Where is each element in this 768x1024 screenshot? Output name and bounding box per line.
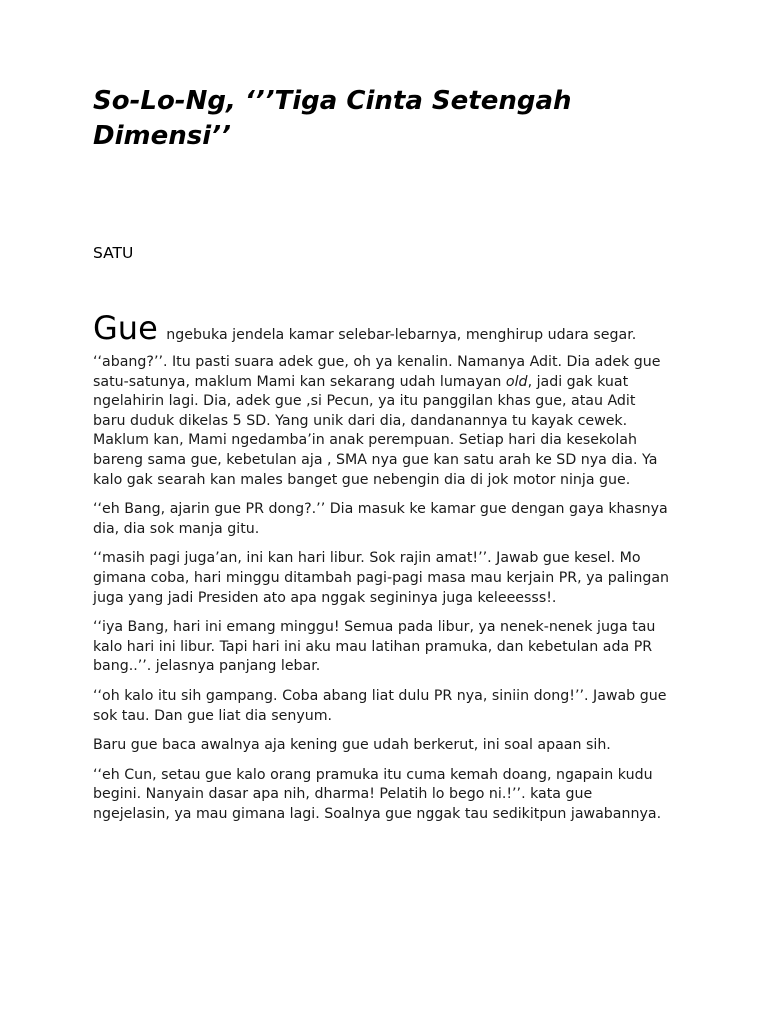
story-body: [93, 309, 671, 834]
paragraph-kening: Baru gue baca awalnya aja kening gue udah berkerut, ini soal apaan sih.: [93, 737, 611, 754]
paragraph-masih-pagi: ‘‘masih pagi juga’an, ini kan hari libur. Sok rajin amat!’’. Jawab gue kesel. Mo gimana coba, hari minggu ditambah pagi-pagi masa mau kerjain PR, ya palingan juga yang jadi Presiden ato apa nggak segininya juga keleeesss!.: [93, 550, 670, 606]
paragraph-eh-cun: ‘‘eh Cun, setau gue kalo orang pramuka itu cuma kemah doang, ngapain kudu begini. Nanyain dasar apa nih, dharma! Pelatih lo bego ni.!’’. kata gue ngejelasin, ya mau gimana lagi. Soalnya gue nggak tau sedikitpun jawabannya.: [93, 766, 662, 822]
paragraph-gampang: ‘‘oh kalo itu sih gampang. Coba abang liat dulu PR nya, siniin dong!’’. Jawab gue sok tau. Dan gue liat dia senyum.: [93, 687, 667, 724]
document-title: So-Lo-Ng, ‘’’Tiga Cinta Setengah Dimensi’’: [93, 86, 572, 151]
opening-paragraph: [93, 309, 671, 347]
paragraph-text: , jadi gak kuat ngelahirin lagi. Dia, adek gue ,si Pecun, ya itu panggilan khas gue, atau Adit baru duduk dikelas 5 SD. Yang unik dari dia, dandanannya tu kayak cewek. Maklum kan, Mami ngedamba’in anak perempuan. Setiap hari dia kesekolah bareng sama gue, kebetulan aja , SMA nya gue kan satu arah ke SD nya dia. Ya kalo gak searah kan males banget gue nebengin dia di jok motor ninja gue.: [93, 373, 658, 488]
paragraph-ajarin: ‘‘eh Bang, ajarin gue PR dong?.’’ Dia masuk ke kamar gue dengan gaya khasnya dia, dia sok manja gitu.: [93, 501, 668, 537]
emphasized-word: old: [505, 373, 528, 390]
paragraph-text: ‘‘abang?’’. Itu pasti suara adek gue, oh ya kenalin. Namanya Adit. Dia adek gue satu-satunya, maklum Mami kan sekarang udah lumayan: [93, 354, 661, 390]
paragraph-iya-bang: ‘‘iya Bang, hari ini emang minggu! Semua pada libur, ya nenek-nenek juga tau kalo hari ini libur. Tapi hari ini aku mau latihan pramuka, dan kebetulan ada PR bang..’’. jelasnya panjang lebar.: [93, 619, 656, 675]
paragraph-abang: [93, 353, 671, 490]
chapter-heading: SATU: [93, 244, 134, 262]
opening-lead-word: Gue: [93, 309, 158, 347]
opening-paragraph-text: ngebuka jendela kamar selebar-lebarnya, menghirup udara segar.: [161, 327, 637, 343]
